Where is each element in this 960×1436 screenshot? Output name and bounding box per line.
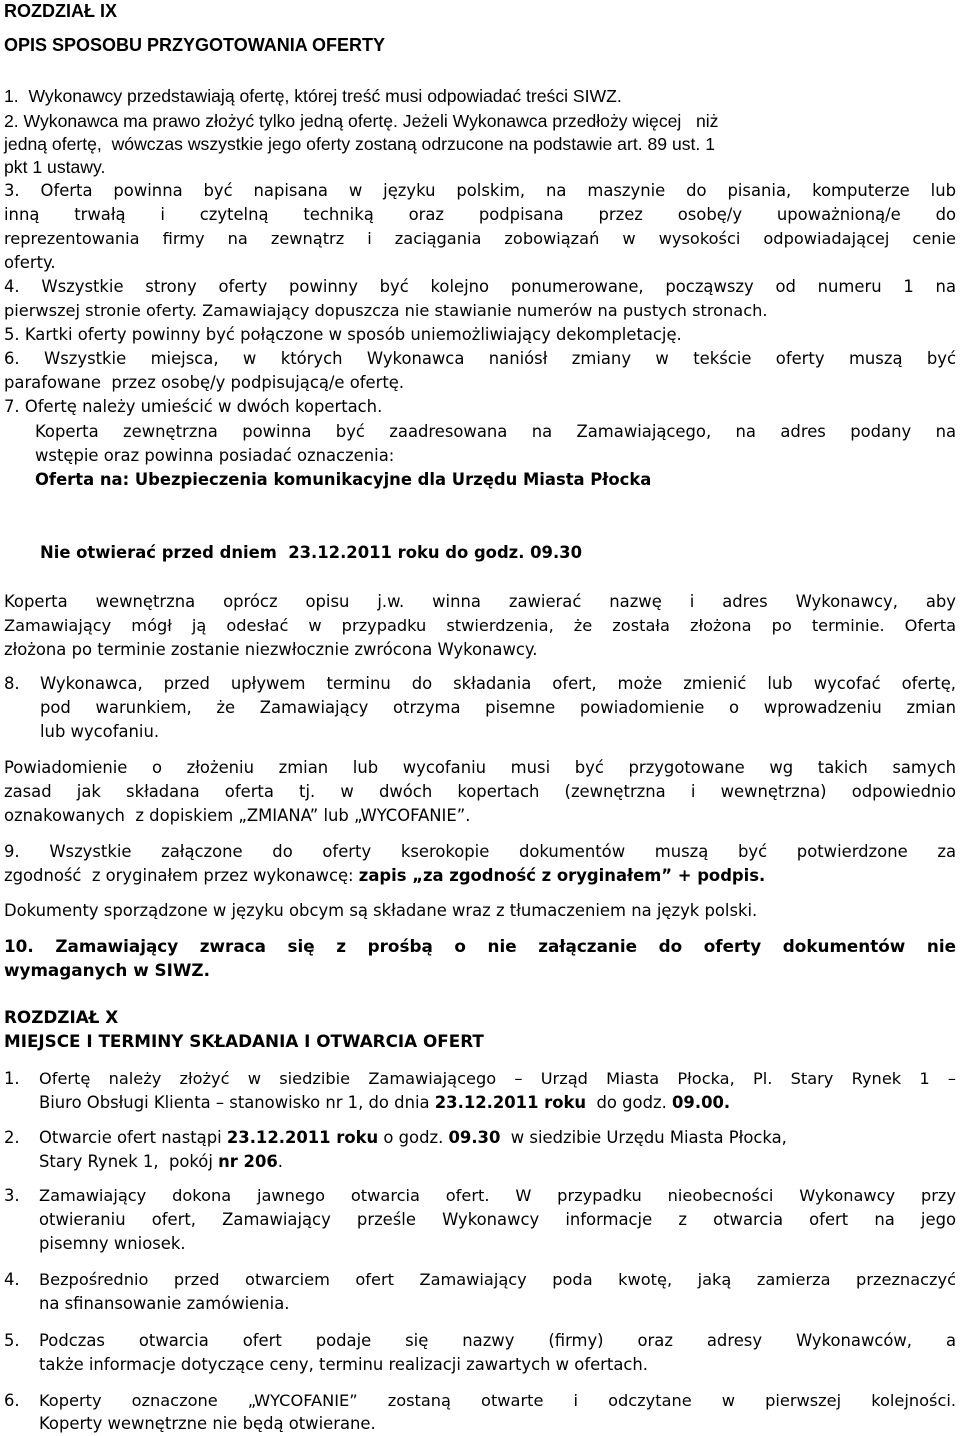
paragraph-9-line-2-plain: zgodność z oryginałem przez wykonawcę: [4,866,359,885]
item-3-line-1: Zamawiający dokona jawnego otwarcia ofert. W przypadku nieobecności Wykonawcy przy [39,1186,956,1205]
paragraph-7: 7. Ofertę należy umieścić w dwóch kopertach. [4,397,383,416]
paragraph-8-line-2: pod warunkiem, że Zamawiający otrzyma pisemne powiadomienie o wprowadzeniu zmian [40,698,956,717]
paragraph-8-number: 8. [4,674,20,693]
item-4-line-2: na sfinansowanie zamówienia. [39,1294,290,1313]
notice-line-1: Powiadomienie o złożeniu zmian lub wycofaniu musi być przygotowane wg takich samych [4,758,956,777]
item-2-number: 2. [4,1128,20,1147]
chapter-heading: ROZDZIAŁ IX [4,1,117,21]
item-1-line-1: Ofertę należy złożyć w siedzibie Zamawiającego – Urząd Miasta Płocka, Pl. Stary Rynek 1 – [39,1069,956,1088]
chapter-x-heading: ROZDZIAŁ X [4,1007,119,1027]
do-not-open-notice: Nie otwierać przed dniem 23.12.2011 roku do godz. 09.30 [40,543,582,562]
chapter-x-title: MIEJSCE I TERMINY SKŁADANIA I OTWARCIA OFERT [4,1031,484,1051]
item-6-line-2: Koperty wewnętrzne nie będą otwierane. [39,1414,376,1433]
item-1-line-2 [39,1092,730,1114]
item-1-date: 23.12.2011 roku [434,1093,587,1112]
paragraph-2-line-1: 2. Wykonawca ma prawo złożyć tylko jedną ofertę. Jeżeli Wykonawca przedłoży więcej niż [4,111,719,131]
item-5-number: 5. [4,1331,20,1350]
paragraph-8-line-1: Wykonawca, przed upływem terminu do składania ofert, może zmienić lub wycofać ofertę, [40,674,956,693]
paragraph-1: 1. Wykonawcy przedstawiają ofertę, której treść musi odpowiadać treści SIWZ. [4,86,622,106]
paragraph-5: 5. Kartki oferty powinny być połączone w sposób uniemożliwiający dekompletację. [4,325,682,344]
item-1-time: 09.00. [672,1093,731,1112]
item-6-line-1: Koperty oznaczone „WYCOFANIE” zostaną otwarte i odczytane w pierwszej kolejności. [39,1391,956,1410]
item-6-number: 6. [4,1391,20,1410]
paragraph-6-line-1: 6. Wszystkie miejsca, w których Wykonawca naniósł zmiany w tekście oferty muszą być [4,349,956,368]
paragraph-10-line-1: 10. Zamawiający zwraca się z prośbą o nie załączanie do oferty dokumentów nie [4,936,956,956]
paragraph-2-line-2: jedną ofertę, wówczas wszystkie jego oferty zostaną odrzucone na podstawie art. 89 ust. 1 [4,134,715,154]
paragraph-9-line-2-bold: zapis „za zgodność z oryginałem” + podpis. [358,866,766,885]
item-4-number: 4. [4,1270,20,1289]
item-4-line-1: Bezpośrednio przed otwarciem ofert Zamawiający poda kwotę, jaką zamierza przeznaczyć [39,1270,956,1289]
inner-envelope-line-1: Koperta wewnętrzna oprócz opisu j.w. winna zawierać nazwę i adres Wykonawcy, aby [4,592,956,611]
notice-line-2: zasad jak składana oferta tj. w dwóch kopertach (zewnętrzna i wewnętrzna) odpowiednio [4,782,956,801]
paragraph-4-line-2: pierwszej stronie oferty. Zamawiający dopuszcza nie stawianie numerów na pustych stronach. [4,301,768,320]
paragraph-10-line-2: wymaganych w SIWZ. [4,960,210,980]
item-1-number: 1. [4,1069,20,1088]
item-3-number: 3. [4,1186,20,1205]
paragraph-2-line-3: pkt 1 ustawy. [4,157,106,177]
inner-envelope-line-3: złożona po terminie zostanie niezwłocznie zwrócona Wykonawcy. [4,640,538,659]
item-5-line-2: także informacje dotyczące ceny, terminu realizacji zawartych w ofertach. [39,1355,648,1374]
paragraph-8-line-3: lub wycofaniu. [40,722,160,741]
item-2-room: nr 206 [218,1152,278,1171]
item-3-line-3: pisemny wniosek. [39,1234,186,1253]
item-2-address: Stary Rynek 1, pokój [39,1152,219,1171]
item-2-time: 09.30 [448,1128,501,1147]
item-2-line-1 [39,1127,787,1149]
paragraph-4-line-1: 4. Wszystkie strony oferty powinny być kolejno ponumerowane, począwszy od numeru 1 na [4,277,956,296]
paragraph-6-line-2: parafowane przez osobę/y podpisującą/e ofertę. [4,373,405,392]
item-1-time-label: do godz. [586,1093,673,1112]
item-2-text: Otwarcie ofert nastąpi [39,1128,227,1147]
item-1-line-2-text: Biuro Obsługi Klienta – stanowisko nr 1, do dnia [39,1093,435,1112]
offer-label: Oferta na: Ubezpieczenia komunikacyjne dla Urzędu Miasta Płocka [35,470,652,489]
paragraph-9-line-1: 9. Wszystkie załączone do oferty kserokopie dokumentów muszą być potwierdzone za [4,842,956,861]
notice-line-3: oznakowanych z dopiskiem „ZMIANA” lub „WYCOFANIE”. [4,806,471,825]
paragraph-9-line-2 [4,865,765,887]
item-2-date: 23.12.2011 roku [226,1128,379,1147]
outer-envelope-line-2: wstępie oraz powinna posiadać oznaczenia: [35,446,395,465]
paragraph-3-line-1: 3. Oferta powinna być napisana w języku polskim, na maszynie do pisania, komputerze lub [4,181,956,200]
item-2-location: w siedzibie Urzędu Miasta Płocka, [500,1128,787,1147]
chapter-title: OPIS SPOSOBU PRZYGOTOWANIA OFERTY [4,35,386,55]
outer-envelope-line-1: Koperta zewnętrzna powinna być zaadresowana na Zamawiającego, na adres podany na [35,422,956,441]
foreign-documents-note: Dokumenty sporządzone w języku obcym są składane wraz z tłumaczeniem na język polski. [4,901,758,920]
item-3-line-2: otwieraniu ofert, Zamawiający prześle Wykonawcy informacje z otwarcia ofert na jego [39,1210,956,1229]
paragraph-3-line-3: reprezentowania firmy na zewnątrz i zaciągania zobowiązań w wysokości odpowiadającej cenie [4,229,956,248]
item-5-line-1: Podczas otwarcia ofert podaje się nazwy (firmy) oraz adresy Wykonawców, a [39,1331,956,1350]
item-2-line-2 [39,1151,283,1173]
item-2-period: . [277,1152,283,1171]
inner-envelope-line-2: Zamawiający mógł ją odesłać w przypadku stwierdzenia, że została złożona po terminie. Oferta [4,616,956,635]
paragraph-3-line-2: inną trwałą i czytelną techniką oraz podpisana przez osobę/y upoważnioną/e do [4,205,956,224]
paragraph-3-line-4: oferty. [4,253,56,272]
item-2-time-label: o godz. [378,1128,449,1147]
